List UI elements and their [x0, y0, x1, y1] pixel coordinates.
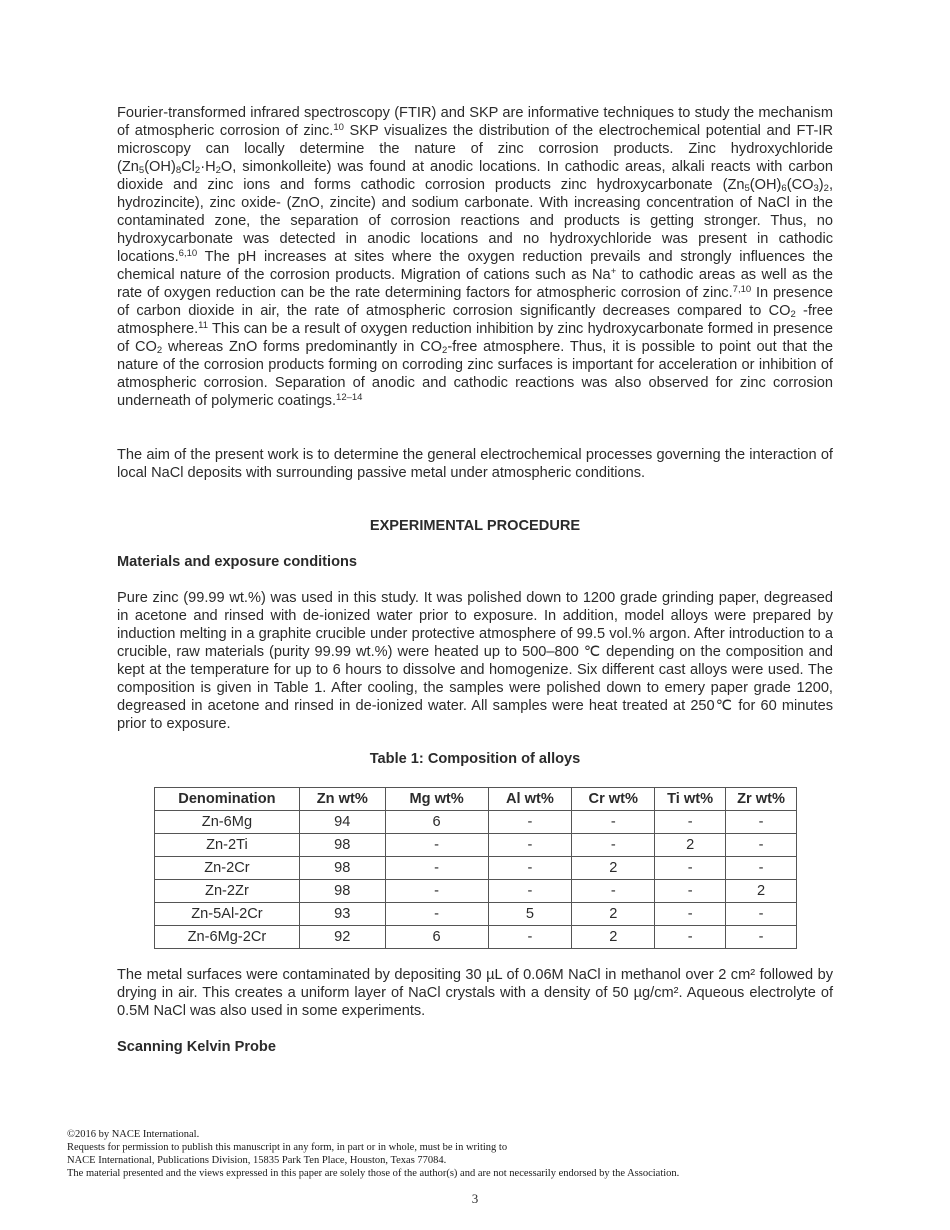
table-row: [155, 857, 797, 880]
table-row: [155, 903, 797, 926]
table-cell: 93: [299, 903, 385, 926]
table-cell: -: [385, 903, 488, 926]
table-row: [155, 811, 797, 834]
table-cell: -: [488, 880, 572, 903]
table-cell: 6: [385, 811, 488, 834]
table-cell: 6: [385, 926, 488, 949]
table-cell: -: [488, 834, 572, 857]
table-cell: Zn-6Mg-2Cr: [155, 926, 300, 949]
table-cell: -: [726, 903, 797, 926]
table-cell: -: [385, 857, 488, 880]
table-cell: 2: [572, 926, 655, 949]
table-cell: -: [726, 857, 797, 880]
page-number: 3: [471, 1191, 479, 1206]
table-row: [155, 834, 797, 857]
table-cell: 5: [488, 903, 572, 926]
table-cell: 2: [655, 834, 726, 857]
table-header-cell: Denomination: [155, 788, 300, 811]
table-cell: 94: [299, 811, 385, 834]
table-header-cell: Al wt%: [488, 788, 572, 811]
footer-line: NACE International, Publications Division, 15835 Park Ten Place, Houston, Texas 77084.: [67, 1155, 447, 1166]
table-header-row: [155, 788, 797, 811]
table-cell: -: [488, 926, 572, 949]
table-header-cell: Mg wt%: [385, 788, 488, 811]
table-cell: -: [655, 811, 726, 834]
table-cell: Zn-2Cr: [155, 857, 300, 880]
footer-line: The material presented and the views expressed in this paper are solely those of the author(s) and are not necessarily endorsed by the Association.: [67, 1168, 680, 1179]
table-cell: -: [488, 811, 572, 834]
table-cell: -: [572, 880, 655, 903]
table-cell: Zn-5Al-2Cr: [155, 903, 300, 926]
table-cell: -: [655, 857, 726, 880]
subheading-skp: Scanning Kelvin Probe: [117, 1039, 276, 1055]
aim-paragraph: The aim of the present work is to determine the general electrochemical processes governing the interaction of local NaCl deposits with surrounding passive metal under atmospheric conditions.: [117, 447, 833, 481]
table-cell: -: [655, 926, 726, 949]
table-cell: Zn-2Ti: [155, 834, 300, 857]
copyright-footer: [67, 1128, 679, 1180]
materials-paragraph: Pure zinc (99.99 wt.%) was used in this study. It was polished down to 1200 grade grinding paper, degreased in acetone and rinsed with de-ionized water prior to exposure. In addition, model alloys were prepared by induction melting in a graphite crucible under protective atmosphere of 99.5 vol.% argon. After introduction to a crucible, raw materials (purity 99.99 wt.%) were heated up to 500–800 ℃ depending on the composition and kept at the temperature for up to 6 hours to dissolve and homogenize. Six different cast alloys were used. The composition is given in Table 1. After cooling, the samples were polished down to emery paper grade 1200, degreased in acetone and rinsed in de-ionized water. All samples were heat treated at 250℃ for 60 minutes prior to exposure.: [117, 590, 833, 732]
composition-table: [154, 787, 797, 949]
table-cell: -: [385, 834, 488, 857]
table-cell: Zn-2Zr: [155, 880, 300, 903]
table-cell: -: [572, 811, 655, 834]
table-caption: Table 1: Composition of alloys: [369, 751, 581, 767]
section-title: EXPERIMENTAL PROCEDURE: [369, 518, 581, 534]
table-header-cell: Zr wt%: [726, 788, 797, 811]
table-cell: -: [488, 857, 572, 880]
table-row: [155, 926, 797, 949]
footer-line: ©2016 by NACE International.: [67, 1129, 200, 1140]
table-cell: -: [655, 880, 726, 903]
table-cell: -: [385, 880, 488, 903]
table-cell: 2: [726, 880, 797, 903]
contamination-paragraph: The metal surfaces were contaminated by depositing 30 µL of 0.06M NaCl in methanol over 2 cm² followed by drying in air. This creates a uniform layer of NaCl crystals with a density of 50 µg/cm². Aqueous electrolyte of 0.5M NaCl was also used in some experiments.: [117, 967, 833, 1019]
table-cell: -: [655, 903, 726, 926]
table-cell: 98: [299, 834, 385, 857]
table-cell: -: [726, 926, 797, 949]
table-cell: 98: [299, 857, 385, 880]
table-cell: -: [726, 834, 797, 857]
table-cell: 98: [299, 880, 385, 903]
table-header-cell: Cr wt%: [572, 788, 655, 811]
subheading-materials: Materials and exposure conditions: [117, 554, 358, 570]
footer-line: Requests for permission to publish this manuscript in any form, in part or in whole, must be in writing to: [67, 1142, 508, 1153]
table-cell: 2: [572, 857, 655, 880]
table-cell: Zn-6Mg: [155, 811, 300, 834]
intro-paragraph: Fourier-transformed infrared spectroscopy (FTIR) and SKP are informative techniques to study the mechanism of atmospheric corrosion of zinc.$^{10}$ SKP visualizes the distribution of the electrochemical potential and FT-IR microscopy can locally determine the nature of zinc corrosion products. Zinc hydroxychloride ($Zn_5(OH)_8Cl_2\cdot H_2O$, simonkolleite) was found at anodic locations. In cathodic areas, alkali reacts with carbon dioxide and zinc ions and forms cathodic corrosion products zinc hydroxycarbonate ($Zn_5(OH)_6(CO_3)_2$, hydrozincite), zinc oxide- (ZnO, zincite) and sodium carbonate. With increasing concentration of NaCl in the contaminated zone, the separation of corrosion reactions and products is getting stronger. Thus, no hydroxycarbonate was detected in anodic locations and no hydroxychloride was present in cathodic locations.$^{6,10}$ The pH increases at sites where the oxygen reduction prevails and strongly influences the chemical nature of the corrosion products. Migration of cations such as Na+ to cathodic areas as well as the rate of oxygen reduction can be the rate determining factors for atmospheric corrosion of zinc.$^{7,10}$ In presence of carbon dioxide in air, the rate of atmospheric corrosion significantly decreases compared to $CO_2$ -free atmosphere.$^{11}$ This can be a result of oxygen reduction inhibition by zinc hydroxycarbonate formed in presence of $CO_2$ whereas ZnO forms predominantly in $CO_2$-free atmosphere. Thus, it is possible to point out that the nature of the corrosion products forming on corroding zinc surfaces is important for acceleration or inhibition of atmospheric corrosion. Separation of anodic and cathodic reactions was also observed for zinc corrosion underneath of polymeric coatings.$^{12-14}$: [117, 105, 834, 409]
table-header-cell: Ti wt%: [655, 788, 726, 811]
table-cell: 2: [572, 903, 655, 926]
table-cell: -: [572, 834, 655, 857]
table-row: [155, 880, 797, 903]
table-cell: 92: [299, 926, 385, 949]
table-cell: -: [726, 811, 797, 834]
table-header-cell: Zn wt%: [299, 788, 385, 811]
